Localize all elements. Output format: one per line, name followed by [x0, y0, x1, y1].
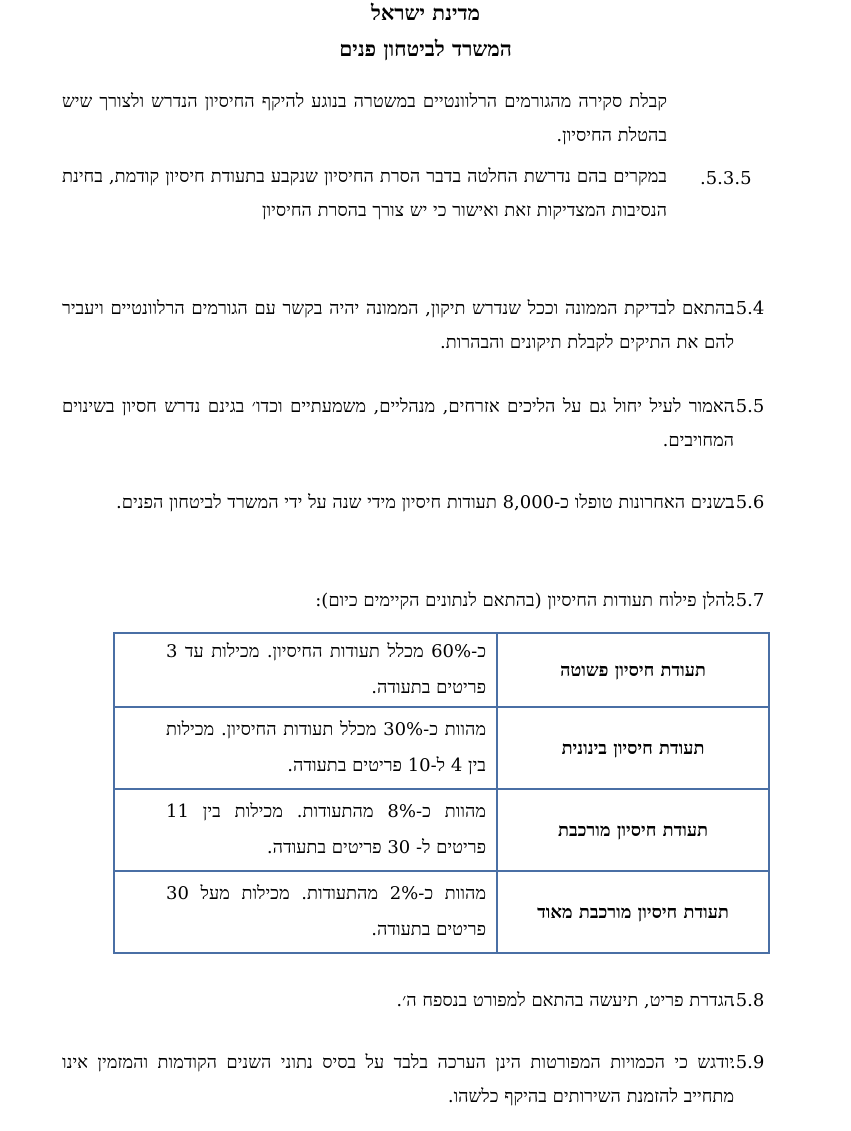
row-label: תעודת חיסיון פשוטה [497, 633, 769, 707]
paragraph-intro: קבלת סקירה מהגורמים הרלוונטיים במשטרה בנוגע להיקף החיסיון הנדרש ולצורך שיש בהטלת החיסיון. [62, 91, 667, 146]
header-ministry: המשרד לביטחון פנים [339, 36, 512, 61]
header-country: מדינת ישראל [371, 0, 480, 25]
row-description-cell [114, 871, 497, 953]
table-row [114, 633, 769, 707]
paragraph-number-5-4: .5.4 [730, 298, 765, 319]
table-row [114, 707, 769, 789]
paragraph-number-5-8: .5.8 [730, 990, 765, 1011]
paragraph-5-4: בהתאם לבדיקת הממונה וככל שנדרש תיקון, הממונה יהיה בקשר עם הגורמים הרלוונטיים ויעביר להם את התיקים לקבלת תיקונים והבהרות. [62, 298, 734, 353]
row-label: תעודת חיסיון בינונית [497, 707, 769, 789]
table-row [114, 789, 769, 871]
paragraph-number-5-3-5: .5.3.5 [700, 168, 752, 189]
row-description: כ-60% מכלל תעודות החיסיון. מכילות עד 3 פריטים בתעודה. [166, 641, 486, 698]
row-description-cell [114, 707, 497, 789]
table-row [114, 871, 769, 953]
paragraph-number-5-5: .5.5 [730, 396, 765, 417]
paragraph-5-9: יודגש כי הכמויות המפורטות הינן הערכה בלבד על בסיס נתוני השנים הקודמות והמזמין אינו מתחייב להזמנת השירותים בהיקף כלשהו. [62, 1052, 734, 1107]
certificate-distribution-table [113, 632, 770, 954]
paragraph-5-3-5: במקרים בהם נדרשת החלטה בדבר הסרת החיסיון שנקבע בתעודת חיסיון קודמת, בחינת הנסיבות המצדיקות זאת ואישור כי יש צורך בהסרת החיסיון [62, 166, 667, 221]
row-label: תעודת חיסיון מורכבת מאוד [497, 871, 769, 953]
row-label: תעודת חיסיון מורכבת [497, 789, 769, 871]
paragraph-number-5-6: .5.6 [730, 492, 765, 513]
row-description: מהוות כ-8% מהתעודות. מכילות בין 11 פריטים ל- 30 פריטים בתעודה. [166, 801, 486, 858]
paragraph-5-6: בשנים האחרונות טופלו כ-8,000 תעודות חיסיון מידי שנה על ידי המשרד לביטחון הפנים. [116, 492, 734, 513]
paragraph-5-8: הגדרת פריט, תיעשה בהתאם למפורט בנספח ה׳. [396, 990, 734, 1011]
row-description-cell [114, 789, 497, 871]
paragraph-5-5: האמור לעיל יחול גם על הליכים אזרחים, מנהליים, משמעתיים וכדו׳ בגינם נדרש חסיון בשינוים המחויבים. [62, 396, 734, 451]
paragraph-number-5-7: .5.7 [730, 590, 765, 611]
paragraph-number-5-9: .5.9 [730, 1052, 765, 1073]
paragraph-5-7: להלן פילוח תעודות החיסיון (בהתאם לנתונים הקיימים כיום): [315, 590, 734, 611]
row-description-cell [114, 633, 497, 707]
row-description: מהוות כ-2% מהתעודות. מכילות מעל 30 פריטים בתעודה. [166, 883, 486, 940]
row-description: מהוות כ-30% מכלל תעודות החיסיון. מכילות בין 4 ל-10 פריטים בתעודה. [166, 719, 486, 776]
